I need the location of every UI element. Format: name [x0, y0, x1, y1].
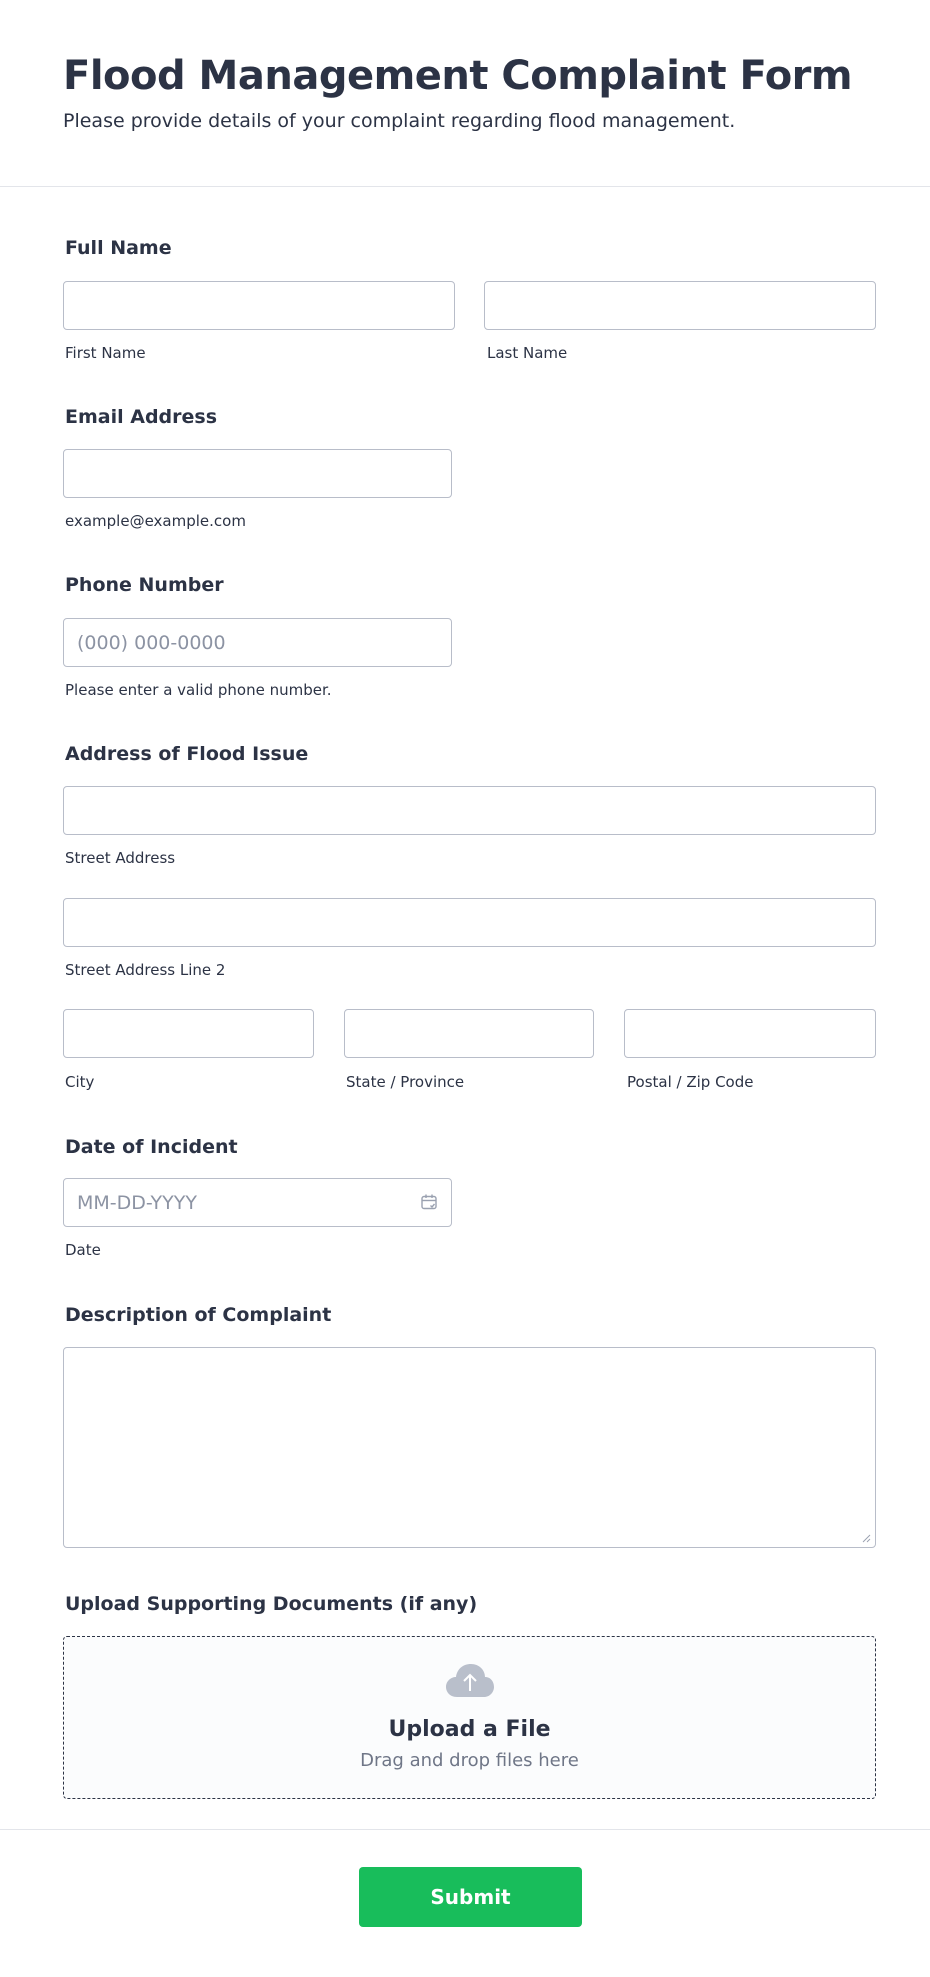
calendar-icon[interactable] [420, 1193, 438, 1211]
description-textarea[interactable] [63, 1347, 876, 1548]
date-sublabel: Date [65, 1241, 101, 1259]
phone-label: Phone Number [65, 574, 224, 596]
first-name-sublabel: First Name [65, 344, 146, 362]
upload-title: Upload a File [388, 1717, 551, 1742]
footer-divider [0, 1829, 930, 1830]
email-label: Email Address [65, 406, 218, 428]
last-name-sublabel: Last Name [487, 344, 568, 362]
zip-sublabel: Postal / Zip Code [627, 1073, 754, 1091]
date-placeholder: MM-DD-YYYY [77, 1191, 197, 1214]
state-sublabel: State / Province [346, 1073, 465, 1091]
description-label: Description of Complaint [65, 1304, 332, 1326]
page-subtitle: Please provide details of your complaint regarding flood management. [63, 110, 736, 132]
first-name-input[interactable] [63, 281, 455, 330]
page-title: Flood Management Complaint Form [63, 53, 853, 99]
city-sublabel: City [65, 1073, 95, 1091]
phone-sublabel: Please enter a valid phone number. [65, 681, 332, 699]
submit-button[interactable]: Submit [359, 1867, 582, 1927]
full-name-label: Full Name [65, 237, 172, 259]
upload-subtitle: Drag and drop files here [360, 1750, 579, 1771]
date-label: Date of Incident [65, 1136, 238, 1158]
date-input[interactable] [63, 1178, 452, 1227]
street-address-line2-sublabel: Street Address Line 2 [65, 961, 226, 979]
email-sublabel: example@example.com [65, 512, 246, 530]
street-address-line2-input[interactable] [63, 898, 876, 947]
street-address-input[interactable] [63, 786, 876, 835]
phone-input[interactable]: (000) 000-0000 [63, 618, 452, 667]
city-input[interactable] [63, 1009, 314, 1058]
form-header [0, 0, 930, 187]
street-address-sublabel: Street Address [65, 849, 176, 867]
cloud-upload-icon [445, 1663, 495, 1699]
upload-label: Upload Supporting Documents (if any) [65, 1593, 478, 1615]
zip-input[interactable] [624, 1009, 876, 1058]
state-input[interactable] [344, 1009, 594, 1058]
email-input[interactable] [63, 449, 452, 498]
address-label: Address of Flood Issue [65, 743, 309, 765]
resize-grip-icon[interactable] [861, 1533, 871, 1543]
file-upload-dropzone[interactable] [63, 1636, 876, 1799]
last-name-input[interactable] [484, 281, 876, 330]
